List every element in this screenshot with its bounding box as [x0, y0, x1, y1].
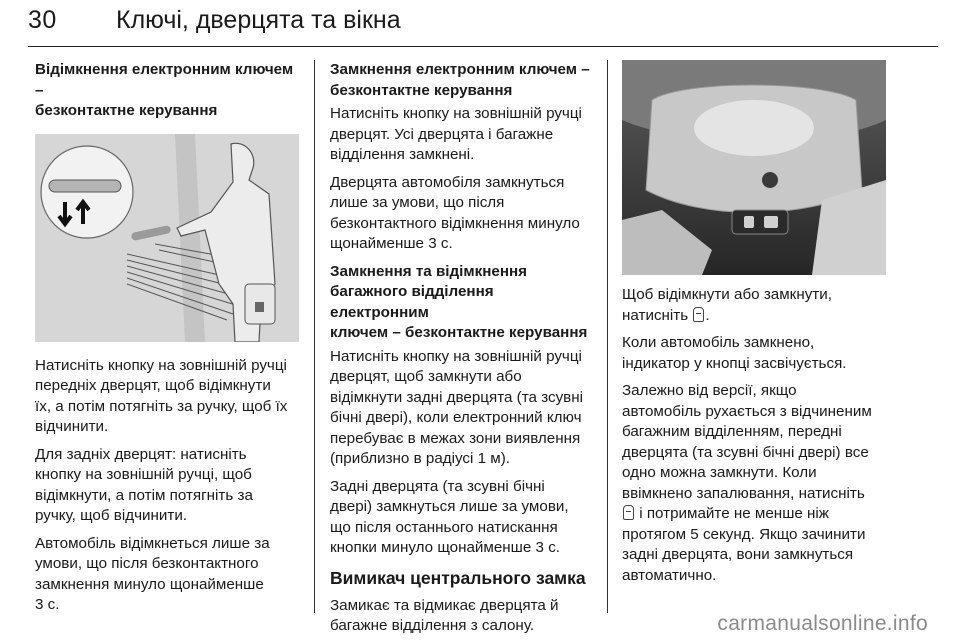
paragraph-front-doors: Натисніть кнопку на зовнішній ручці передніх дверцят, щоб відімкнути їх, а потім потягніть за ручку, щоб їх відчинити. [35, 356, 288, 435]
section-heading-keyless-lock: Замкнення електронним ключем – безконтактне керування [330, 61, 590, 99]
paragraph-lock-delay: Дверцята автомобіля замкнуться лише за умови, що після безконтактного відімкнення минуло щонайменше 3 с. [330, 173, 580, 252]
overhead-console-photo [622, 60, 886, 275]
column-2 [330, 60, 595, 644]
paragraph-version-note: Залежно від версії, якщо автомобіль рухається з відчиненим багажним відділенням, передні дверцята (та зсувні бічні двері) все одно можна замкнути. Коли ввімкнено запалювання, натисніть і потримайте не менше ніж протягом 5 секунд. Якщо зачинити задні дверцята, вони замкнуться автоматично. [622, 382, 872, 584]
paragraph-cargo-delay: Задні дверцята (та зсувні бічні двері) замкнуться лише за умови, що після останнього натискання кнопки минуло щонайменше 3 с. [330, 477, 569, 556]
column-divider [314, 60, 315, 613]
paragraph-lock-all: Натисніть кнопку на зовнішній ручці дверцят. Усі дверцята і багажне відділення замкнені. [330, 105, 582, 163]
paragraph-unlock-delay: Автомобіль відімкнеться лише за умови, що після безконтактного замкнення минуло щонайменше 3 с. [35, 534, 270, 613]
page-title: Ключі, дверцята та вікна [116, 6, 401, 34]
section-title-central-lock: Вимикач центрального замка [330, 567, 586, 588]
header-rule [28, 46, 938, 47]
paragraph-indicator: Коли автомобіль замкнено, індикатор у кнопці засвічується. [622, 334, 847, 372]
paragraph-rear-doors: Для задніх дверцят: натисніть кнопку на зовнішній ручці, щоб відімкнути, а потім потягніть за ручку, щоб відчинити. [35, 445, 253, 524]
paragraph-cargo-detection: Натисніть кнопку на зовнішній ручці дверцят, щоб замкнути або відімкнути задні дверцята (та зсувні бічні двері), коли електронний ключ перебуває в межах зони виявлення (приблизно в радіусі 1 м). [330, 347, 584, 467]
column-divider [607, 60, 608, 613]
lock-switch [732, 210, 788, 234]
paragraph-press-lock: Щоб відімкнути або замкнути, натисніть . [622, 286, 832, 324]
column-1 [35, 60, 300, 623]
page-number: 30 [28, 6, 57, 34]
paragraph-central-lock: Замикає та відмикає дверцята й багажне відділення з салону. [330, 596, 559, 634]
column-3 [622, 60, 887, 593]
central-lock-icon [693, 307, 704, 322]
central-lock-icon [623, 505, 634, 520]
watermark: carmanualsonline.info [717, 612, 928, 635]
section-heading-cargo-keyless: Замкнення та відімкнення багажного відділення електронним ключем – безконтактне керування [330, 262, 588, 341]
keyless-door-handle-illustration [35, 134, 299, 342]
section-heading-keyless-unlock: Відімкнення електронним ключем – безконтактне керування [35, 61, 294, 119]
